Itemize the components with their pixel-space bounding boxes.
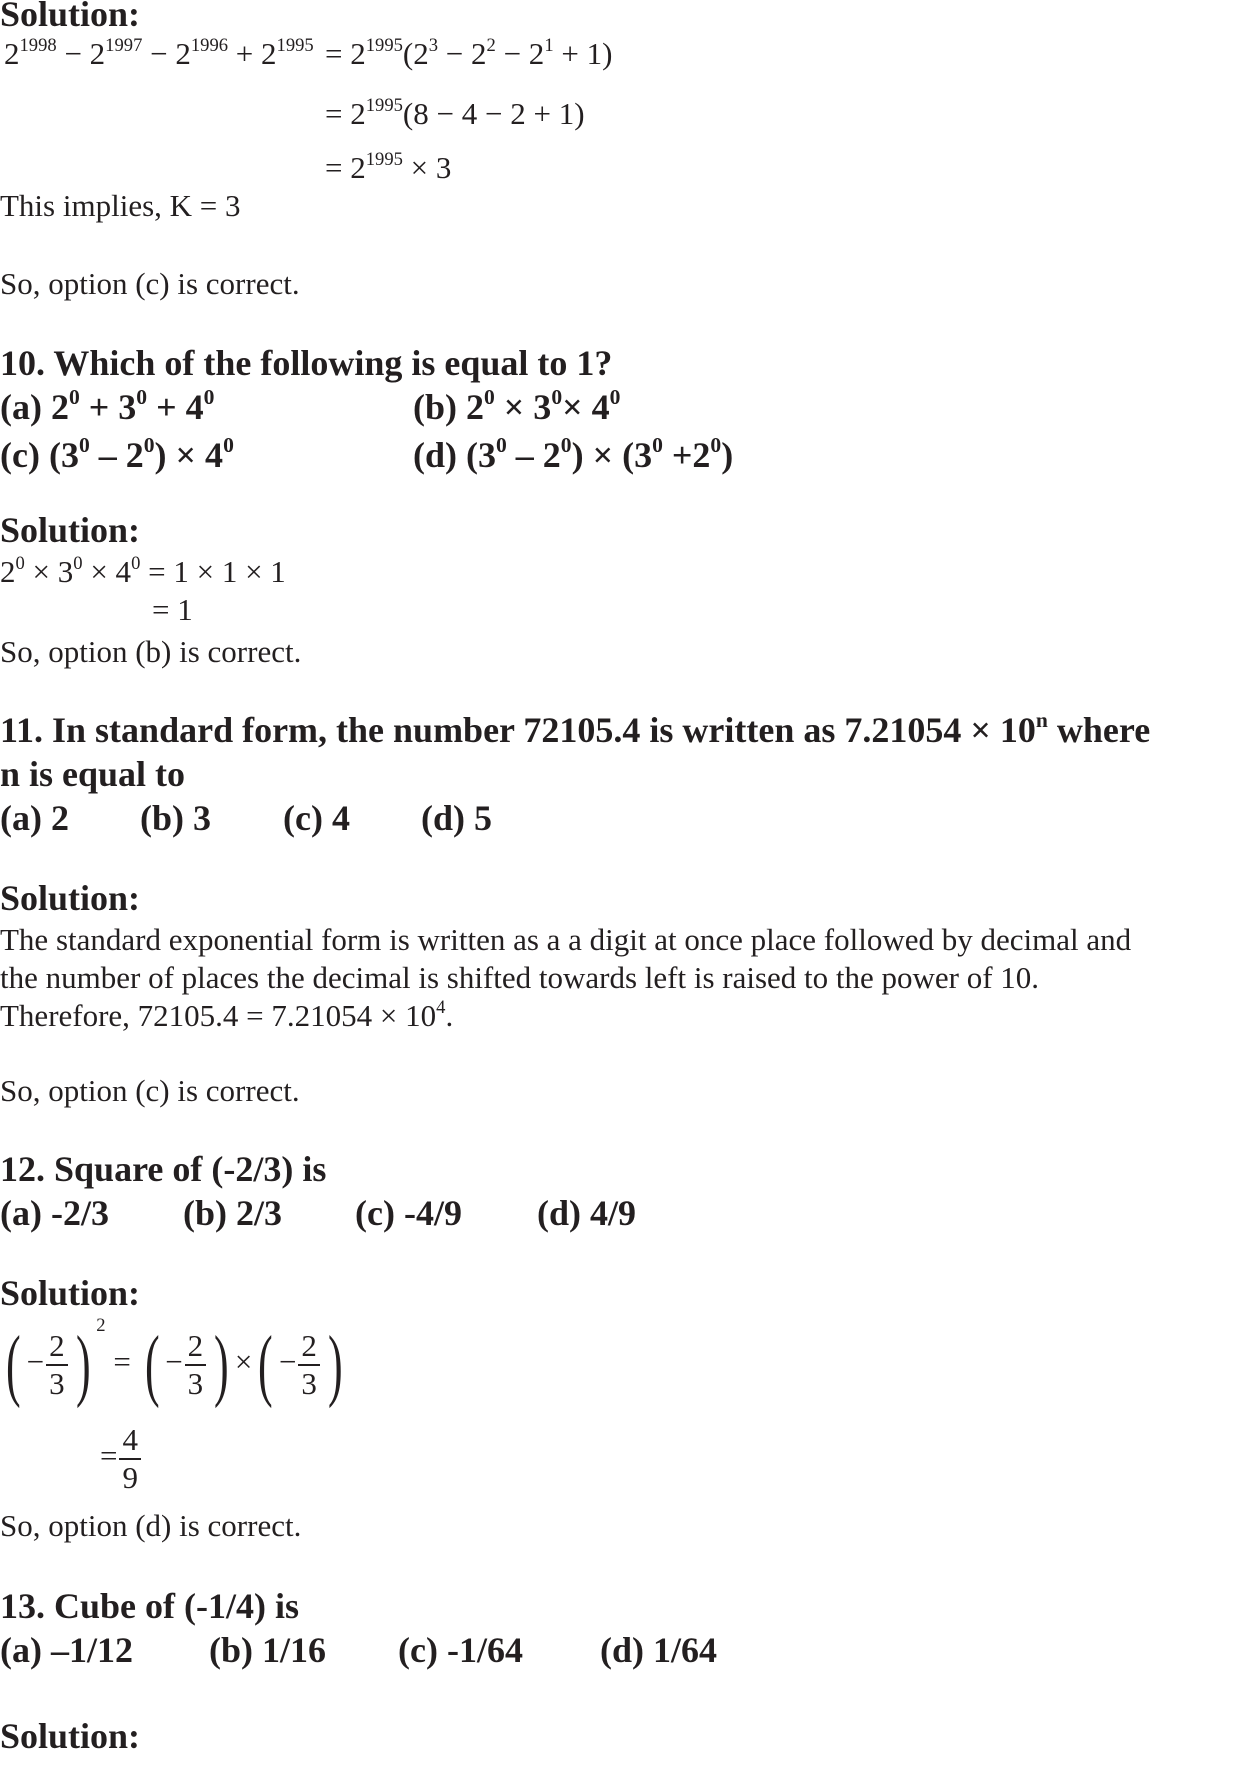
- q11-option-b: (b) 3: [140, 798, 211, 838]
- q11-solution-line2: the number of places the decimal is shifted towards left is raised to the power of 10.: [0, 960, 1040, 995]
- solution-heading: Solution:: [0, 1716, 141, 1756]
- q11-question-line2: n is equal to: [0, 754, 186, 794]
- q10-option-b: (b) $2^0 \times 3^0\times 4^0$: [413, 384, 621, 427]
- q10-solution-line1: $2^0 \times 3^0 \times 4^0 = 1 \times 1 \times 1$: [0, 552, 286, 589]
- q13-question: 13. Cube of (-1/4) is: [0, 1586, 299, 1626]
- solution-heading: Solution:: [0, 1273, 141, 1313]
- q12-conclusion: So, option (d) is correct.: [0, 1508, 302, 1543]
- q12-option-b: (b) 2/3: [183, 1193, 282, 1233]
- q10-question: 10. Which of the following is equal to 1?: [0, 343, 613, 383]
- q9-conclusion: So, option (c) is correct.: [0, 266, 300, 301]
- q12-option-d: (d) 4/9: [537, 1193, 636, 1233]
- q13-option-d: (d) 1/64: [600, 1630, 717, 1670]
- q10-option-d: (d) $(3^0 - 2^0) \times (3^0 +2^0)$: [413, 432, 734, 475]
- solution-heading: Solution:: [0, 510, 141, 550]
- solution-heading: Solution:: [0, 878, 141, 918]
- q11-option-d: (d) 5: [421, 798, 492, 838]
- q10-conclusion: So, option (b) is correct.: [0, 634, 302, 669]
- q9-equation-step3: = $2^{1995} \times 3$: [325, 148, 452, 185]
- q11-option-a: (a) 2: [0, 798, 69, 838]
- q12-option-c: (c) -4/9: [355, 1193, 462, 1233]
- q13-option-c: (c) -1/64: [398, 1630, 523, 1670]
- q11-conclusion: So, option (c) is correct.: [0, 1073, 300, 1108]
- q10-solution-line2: = 1: [152, 592, 193, 627]
- q13-option-a: (a) –1/12: [0, 1630, 133, 1670]
- q12-solution-equation: ( − $\frac{2}{3}$ ) $^2$ = ( − $\frac{2}{3}$ ) ×( − $\frac{2}{3}$ ): [5, 1315, 343, 1409]
- q13-option-b: (b) 1/16: [209, 1630, 326, 1670]
- q9-equation-lhs: $2^{1998} - 2^{1997} - 2^{1996} + 2^{1995}$: [4, 34, 314, 71]
- q12-question: 12. Square of (-2/3) is: [0, 1149, 327, 1189]
- q11-option-c: (c) 4: [283, 798, 350, 838]
- q9-equation-step1: = $2^{1995}(2^3 - 2^2 - 2^1 + 1)$: [325, 34, 613, 71]
- q11-solution-line3: Therefore, $72105.4 = 7.21054 \times 10^4$.: [0, 996, 454, 1033]
- q10-option-a: (a) $2^0 + 3^0 + 4^0$: [0, 384, 215, 427]
- q11-question-line1: 11. In standard form, the number 72105.4 is written as $7.21054 \times 10^n$ where: [0, 707, 1151, 750]
- q9-equation-step2: = $2^{1995}(8 - 4 - 2 + 1)$: [325, 94, 585, 131]
- solution-heading: Solution:: [0, 0, 141, 34]
- q11-solution-line1: The standard exponential form is written as a a digit at once place followed by decimal and: [0, 922, 1132, 957]
- q10-option-c: (c) $(3^0 - 2^0) \times 4^0$: [0, 432, 234, 475]
- q9-implies: This implies, K = 3: [0, 188, 241, 223]
- q12-option-a: (a) -2/3: [0, 1193, 109, 1233]
- q12-solution-result: = $\frac{4}{9}$: [100, 1422, 143, 1496]
